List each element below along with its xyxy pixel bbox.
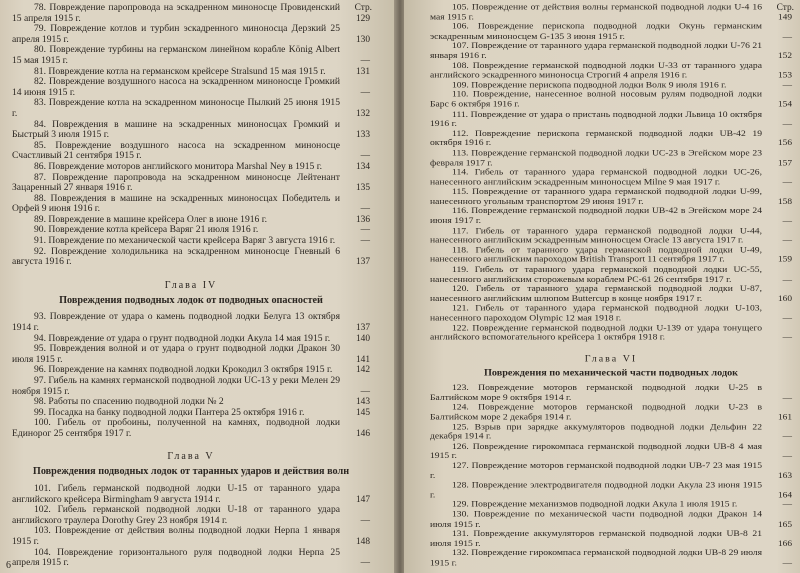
toc-entry-title: 111. Повреждение от удара о пристань подводной лодки Львица 10 октября 1916 г.: [430, 108, 762, 129]
toc-entry-title: 122. Повреждение германской подводной лодки U-139 от удара тонущего английского вспомогательного крейсера 1 октября 1918 г.: [430, 322, 762, 343]
toc-entry-title: 109. Повреждение перископа подводной лодки Волк 9 июля 1916 г.: [452, 79, 727, 90]
toc-entry-page: 156: [777, 139, 792, 149]
toc-entry: [430, 384, 792, 403]
toc-entry-title: 120. Гибель от таранного удара германской подводной лодки U-87, нанесенного английским шлюпом Buttercup в конце ноября 1917 г.: [430, 283, 762, 304]
left-section-1: [12, 3, 370, 268]
toc-entry: [12, 548, 370, 569]
toc-entry-title: 96. Повреждение на камнях подводной лодки Крокодил 3 октября 1915 г.: [34, 364, 333, 376]
toc-entry-page: —: [360, 386, 370, 397]
toc-entry-title: 102. Гибель германской подводной лодки U-18 от таранного удара английского траулера Dorothy Grey 23 ноября 1914 г.: [12, 504, 340, 526]
right-section-2: [430, 384, 792, 569]
toc-entry-page: —: [782, 32, 792, 42]
toc-entry: [430, 423, 792, 442]
toc-entry-title: 94. Повреждение от удара о грунт подводной лодки Акула 14 мая 1915 г.: [34, 332, 331, 344]
toc-entry: [12, 505, 370, 526]
toc-entry-page: —: [782, 275, 792, 285]
toc-entry: [12, 98, 370, 119]
toc-entry-page: 133: [355, 130, 370, 141]
toc-entry-page: 148: [355, 536, 370, 547]
chapter-5-label: Глава V: [167, 451, 215, 463]
toc-entry-page: 154: [777, 100, 792, 110]
toc-entry-page: —: [782, 451, 792, 462]
toc-entry-page: 164: [777, 490, 792, 501]
toc-entry-page: —: [782, 393, 792, 403]
toc-entry-title: 93. Повреждение от удара о камень подводной лодки Белуга 13 октября 1914 г.: [12, 311, 340, 333]
toc-entry-title: 103. Повреждение от действия волны подводной лодки Нерпа 1 января 1915 г.: [12, 525, 340, 547]
toc-entry-page: —: [782, 333, 792, 343]
toc-entry-title: 90. Повреждение котла крейсера Варяг 21 июля 1916 г.: [34, 224, 259, 236]
toc-entry-page: 141: [355, 354, 370, 365]
toc-entry: [12, 3, 370, 24]
toc-entry-title: 81. Повреждение котла на германском крейсере Stralsund 15 мая 1915 г.: [34, 65, 326, 77]
toc-entry-page: 131: [355, 66, 370, 77]
toc-entry-title: 132. Повреждение гирокомпаса германской подводной лодки UB-8 29 июля 1915 г.: [430, 548, 762, 569]
toc-entry-page: —: [782, 313, 792, 324]
toc-entry: [430, 90, 792, 109]
toc-entry-page: —: [782, 500, 792, 510]
toc-entry-title: 82. Повреждение воздушного насоса на эскадренном миноносце Громкий 14 июня 1915 г.: [12, 76, 340, 98]
toc-entry-title: 85. Повреждение воздушного насоса на эскадренном миноносце Счастливый 21 сентября 1915 г.: [12, 139, 340, 162]
toc-entry-page: 130: [355, 34, 370, 45]
toc-entry-page: —: [360, 87, 370, 98]
toc-entry: [430, 227, 792, 246]
page-number: 6: [6, 560, 11, 571]
toc-entry-title: 89. Повреждение в машине крейсера Олег в июне 1916 г.: [34, 213, 267, 225]
toc-entry-title: 114. Гибель от таранного удара германской подводной лодки UC-26, нанесенного английским эскадренным миноносцем Milne 9 мая 1917 г.: [430, 167, 762, 188]
toc-entry-page: —: [360, 515, 370, 526]
toc-entry-page: 159: [777, 255, 792, 265]
toc-entry-title: 131. Повреждение аккумуляторов германской подводной лодки UB-8 21 июля 1915 г.: [430, 528, 762, 549]
toc-entry-title: 107. Повреждение от таранного удара германской подводной лодки U-76 21 января 1916 г.: [430, 40, 762, 61]
toc-entry: [430, 168, 792, 187]
toc-entry-page: 161: [777, 413, 792, 423]
toc-entry-page: —: [782, 119, 792, 129]
toc-entry: [12, 120, 370, 141]
toc-entry-page: 142: [355, 365, 370, 376]
toc-entry-page: 166: [777, 539, 792, 549]
toc-entry: [430, 442, 792, 461]
toc-entry-title: 113. Повреждение германской подводной лодки UC-23 в Эгейском море 23 февраля 1917 г.: [430, 147, 762, 168]
toc-entry-title: 112. Повреждение перископа германской подводной лодки UB-42 19 октября 1916 г.: [430, 128, 762, 149]
toc-entry-title: 88. Повреждения в машине на эскадренных миноносцах Победитель и Орфей 9 июня 1916 г.: [12, 192, 340, 215]
toc-entry-title: 127. Повреждение моторов германской подводной лодки UB-7 23 мая 1915 г.: [430, 460, 762, 481]
toc-entry-title: 119. Гибель от таранного удара германской подводной лодки UC-55, нанесенного английским сторожевым кораблем PC-61 26 сентября 1917 г.: [430, 264, 762, 285]
toc-entry-page: —: [782, 432, 792, 442]
toc-entry-title: 83. Повреждение котла на эскадренном миноносце Пылкий 25 июня 1915 г.: [12, 97, 340, 119]
toc-entry: [12, 45, 370, 66]
toc-entry-title: 110. Повреждение, нанесенное волной носовым рулям подводной лодки Барс 6 октября 1916 г.: [430, 89, 762, 110]
toc-entry: [430, 188, 792, 207]
toc-entry-title: 118. Гибель от таранного удара германской подводной лодки U-49, нанесенного английским пароходом British Transport 11 сентября 1917 г.: [430, 245, 762, 265]
toc-entry-title: 104. Повреждение горизонтального руля подводной лодки Нерпа 25 апреля 1915 г.: [12, 546, 340, 569]
toc-entry-page: —: [360, 236, 370, 247]
toc-entry-title: 129. Повреждение механизмов подводной лодки Акула 1 июля 1915 г.: [452, 499, 738, 510]
toc-entry: [430, 22, 792, 41]
toc-entry-title: 124. Повреждение моторов германской подводной лодки U-23 в Балтийском море 2 декабря 1914 г.: [430, 402, 762, 423]
toc-entry-page: 146: [355, 428, 370, 439]
toc-entry-page: —: [782, 80, 792, 90]
toc-entry: [430, 42, 792, 61]
toc-entry-title: 108. Повреждение германской подводной лодки U-33 от таранного удара английского эскадренного миноносца Строгий 4 апреля 1916 г.: [430, 60, 762, 81]
toc-entry-page: —: [360, 151, 370, 162]
toc-entry-title: 125. Взрыв при зарядке аккумуляторов подводной лодки Дельфин 22 декабря 1914 г.: [430, 421, 762, 442]
toc-entry-title: 78. Повреждение паропровода на эскадренном миноносце Провиденский 15 апреля 1915 г.: [12, 2, 340, 24]
toc-entry: [430, 149, 792, 168]
toc-entry-page: 137: [355, 257, 370, 268]
toc-entry-title: 116. Повреждение германской подводной лодки UB-42 в Эгейском море 24 июня 1917 г.: [430, 206, 762, 226]
toc-entry-page: 157: [777, 158, 792, 168]
toc-entry-title: 91. Повреждение по механической части крейсера Варяг 3 августа 1916 г.: [34, 235, 336, 247]
toc-entry: [430, 61, 792, 80]
toc-entry: [430, 510, 792, 529]
toc-entry: [430, 285, 792, 304]
column-header: Стр.: [354, 3, 372, 13]
toc-entry: [430, 324, 792, 343]
toc-entry-page: 149: [777, 12, 792, 22]
left-section-3: [12, 484, 370, 569]
toc-entry: [430, 110, 792, 129]
toc-entry-title: 100. Гибель от пробоины, полученной на камнях, подводной лодки Единорог 25 сентября 1917 г.: [12, 417, 340, 439]
toc-entry: [430, 530, 792, 549]
toc-entry-page: 134: [355, 161, 370, 172]
toc-entry-title: 99. Посадка на банку подводной лодки Пантера 25 октября 1916 г.: [34, 406, 305, 418]
toc-entry-page: 136: [355, 214, 370, 225]
toc-entry-page: 132: [355, 108, 370, 119]
toc-entry-page: 158: [777, 197, 792, 207]
toc-entry-page: 137: [355, 322, 370, 333]
toc-entry-page: —: [782, 216, 792, 226]
toc-entry-title: 128. Повреждение электродвигателя подводной лодки Акула 23 июня 1915 г.: [430, 480, 762, 501]
toc-entry-title: 126. Повреждение гирокомпаса германской подводной лодки UB-8 4 мая 1915 г.: [430, 441, 762, 462]
toc-entry-title: 87. Повреждение паропровода на эскадренном миноносце Лейтенант Зацаренный 27 января 1916 г.: [12, 171, 340, 194]
toc-entry: [12, 526, 370, 547]
toc-entry: [12, 141, 370, 162]
toc-entry-title: 80. Повреждение турбины на германском линейном корабле König Albert 15 мая 1915 г.: [12, 44, 340, 66]
toc-entry-page: 143: [355, 397, 370, 408]
toc-entry-title: 117. Гибель от таранного удара германской подводной лодки U-44, нанесенного английским эскадренным миноносцем Oracle 13 августа 1917 г.: [430, 225, 762, 246]
toc-entry-title: 84. Повреждения в машине на эскадренных миноносцах Громкий и Быстрый 3 июля 1915 г.: [12, 118, 340, 141]
toc-entry-title: 86. Повреждение моторов английского монитора Marshal Ney в 1915 г.: [34, 160, 322, 172]
toc-entry-page: —: [360, 225, 370, 236]
chapter-6-label: Глава VI: [584, 354, 638, 365]
left-contents: [0, 3, 396, 569]
chapter-4-title: Повреждения подводных лодок от подводных опасностей: [59, 294, 323, 306]
toc-entry-page: 163: [777, 471, 792, 481]
toc-entry: [430, 246, 792, 265]
toc-entry-title: 105. Повреждение от действия волны германской подводной лодки U-4 16 мая 1915 г.: [430, 2, 762, 22]
toc-entry-page: 152: [777, 51, 792, 61]
toc-entry-page: —: [360, 558, 370, 569]
toc-entry: [12, 24, 370, 45]
toc-entry-title: 79. Повреждение котлов и турбин эскадренного миноносца Дерзкий 25 апреля 1915 г.: [12, 23, 340, 45]
toc-entry-page: —: [782, 177, 792, 188]
toc-entry: [12, 77, 370, 98]
toc-entry: [12, 484, 370, 505]
toc-entry-page: —: [782, 236, 792, 246]
toc-entry-page: —: [360, 204, 370, 215]
toc-entry-page: 153: [777, 71, 792, 81]
toc-entry: [12, 173, 370, 194]
toc-entry-title: 123. Повреждение моторов германской подводной лодки U-25 в Балтийском море 9 октября 1914 г.: [430, 383, 762, 403]
chapter-5-title: Повреждения подводных лодок от таранных ударов и действия волн: [32, 466, 350, 478]
toc-entry: [430, 129, 792, 148]
toc-entry: [12, 344, 370, 365]
toc-entry: [12, 162, 370, 173]
toc-entry-title: 130. Повреждение по механической части подводной лодки Дракон 14 июля 1915 г.: [430, 509, 762, 530]
toc-entry-title: 115. Повреждение от таранного удара германской подводной лодки U-99, нанесенного угольным транспортом 29 июня 1917 г.: [430, 186, 762, 207]
toc-entry-title: 95. Повреждения волной и от удара о грунт подводной лодки Дракон 30 июля 1915 г.: [12, 343, 340, 365]
toc-entry: [12, 418, 370, 439]
toc-entry-page: 147: [355, 494, 370, 505]
toc-entry-title: 106. Повреждение перископа подводной лодки Окунь германским эскадренным миноносцем G-135 3 июня 1915 г.: [430, 21, 762, 42]
toc-entry-page: 135: [355, 183, 370, 194]
toc-entry-page: 160: [777, 294, 792, 304]
toc-entry: [430, 304, 792, 323]
toc-entry-page: —: [782, 558, 792, 569]
toc-entry-page: 140: [355, 333, 370, 344]
toc-entry: [430, 549, 792, 568]
toc-entry-title: 101. Гибель германской подводной лодки U-15 от таранного удара английского крейсера Birmingham 9 августа 1914 г.: [12, 482, 340, 505]
toc-entry-title: 121. Гибель от таранного удара германской подводной лодки U-103, нанесенного пароходом Olympic 12 мая 1918 г.: [430, 303, 762, 324]
chapter-4-label: Глава IV: [164, 279, 218, 291]
toc-entry: [430, 481, 792, 500]
right-contents: [404, 3, 800, 569]
toc-entry: [12, 312, 370, 333]
toc-entry: [430, 403, 792, 422]
chapter-6-title: Повреждения по механической части подводных лодок: [483, 367, 739, 378]
right-page: [404, 0, 800, 573]
toc-entry-title: 98. Работы по спасению подводной лодки № 2: [34, 396, 224, 408]
left-page: [0, 0, 396, 573]
toc-entry: [12, 376, 370, 397]
left-section-2: [12, 312, 370, 439]
toc-entry-title: 97. Гибель на камнях германской подводной лодки UC-13 у реки Мелен 29 ноября 1915 г.: [12, 374, 340, 397]
toc-entry-page: —: [360, 55, 370, 66]
toc-entry-page: 129: [355, 13, 370, 24]
toc-entry: [430, 207, 792, 226]
toc-entry: [430, 462, 792, 481]
toc-entry: [430, 3, 792, 22]
toc-entry-title: 92. Повреждение холодильника на эскадренном миноносце Гневный 6 августа 1916 г.: [12, 245, 340, 268]
column-header: Стр.: [776, 3, 794, 13]
right-section-1: [430, 3, 792, 343]
toc-entry: [430, 265, 792, 284]
toc-entry-page: 165: [777, 520, 792, 530]
toc-entry: [12, 194, 370, 215]
toc-entry-page: 145: [355, 407, 370, 418]
toc-entry: [12, 247, 370, 268]
